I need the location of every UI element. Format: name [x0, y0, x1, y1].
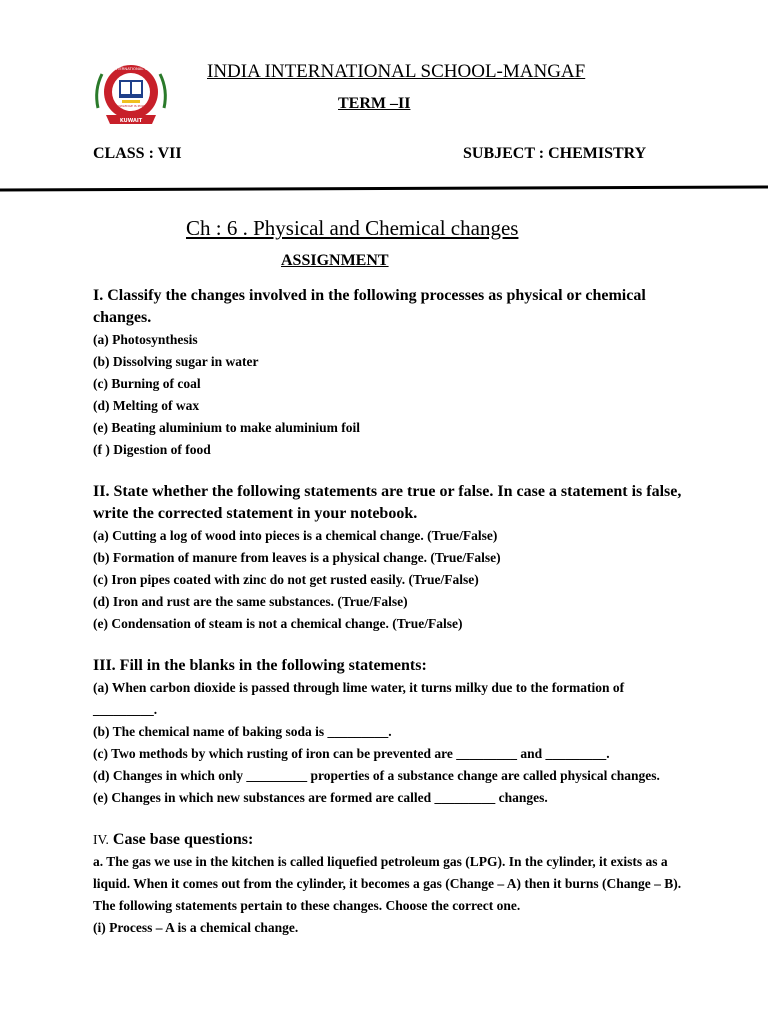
- class-label: CLASS : VII: [93, 145, 182, 162]
- section-heading: III. Fill in the blanks in the following statements:: [93, 657, 427, 674]
- question-item: (b) Dissolving sugar in water: [93, 354, 259, 369]
- question-item: a. The gas we use in the kitchen is called liquefied petroleum gas (LPG). In the cylinder, it exists as a liquid. When it comes out from the cylinder, it becomes a gas (Change – A) then it burns (Change – B). The following statements pertain to these changes. Choose the correct one.: [93, 854, 682, 913]
- school-logo-emblem: [92, 60, 170, 130]
- section-heading: [93, 829, 683, 851]
- logo-motto-text: KNOWLEDGE IS POWER: [113, 104, 149, 108]
- question-item: (e) Condensation of steam is not a chemical change. (True/False): [93, 616, 463, 631]
- subject-label: SUBJECT : CHEMISTRY: [463, 145, 647, 162]
- question-item: (e) Beating aluminium to make aluminium foil: [93, 420, 361, 435]
- section-heading: II. State whether the following statements are true or false. In case a statement is false, write the corrected statement in your notebook.: [93, 483, 682, 522]
- section-classify: [93, 285, 683, 461]
- question-item: (i) Process – A is a chemical change.: [93, 920, 299, 935]
- section-fill-blanks: [93, 655, 683, 809]
- school-name: INDIA INTERNATIONAL SCHOOL-MANGAF: [207, 61, 586, 82]
- section-true-false: [93, 481, 683, 635]
- assignment-title: ASSIGNMENT: [281, 252, 389, 269]
- question-item: (c) Iron pipes coated with zinc do not get rusted easily. (True/False): [93, 572, 479, 587]
- question-item: (d) Melting of wax: [93, 398, 200, 413]
- question-item: (a) Photosynthesis: [93, 332, 198, 347]
- question-item: (c) Two methods by which rusting of iron can be prevented are _________ and _________.: [93, 746, 610, 761]
- question-item: (a) When carbon dioxide is passed through lime water, it turns milky due to the formation of _________.: [93, 680, 625, 717]
- section-number: IV.: [93, 832, 109, 847]
- logo-banner-text: KUWAIT: [119, 118, 143, 124]
- logo-ring-text: INDIA INTERNATIONAL SCHOOL: [101, 66, 161, 71]
- section-heading-text: Case base questions:: [108, 831, 254, 848]
- question-item: (e) Changes in which new substances are formed are called _________ changes.: [93, 790, 548, 805]
- assignment-body: [93, 285, 683, 939]
- question-item: (f ) Digestion of food: [93, 442, 211, 457]
- question-item: (b) The chemical name of baking soda is _________.: [93, 724, 392, 739]
- section-heading: I. Classify the changes involved in the following processes as physical or chemical changes.: [93, 287, 646, 326]
- question-item: (d) Changes in which only _________ properties of a substance change are called physical changes.: [93, 768, 660, 783]
- question-item: (b) Formation of manure from leaves is a physical change. (True/False): [93, 550, 501, 565]
- question-item: (a) Cutting a log of wood into pieces is a chemical change. (True/False): [93, 528, 498, 543]
- header-divider: [0, 183, 768, 195]
- chapter-title: Ch : 6 . Physical and Chemical changes: [186, 216, 519, 240]
- question-item: (d) Iron and rust are the same substances. (True/False): [93, 594, 408, 609]
- section-case-based: [93, 829, 683, 939]
- question-item: (c) Burning of coal: [93, 376, 201, 391]
- term-label: TERM –II: [338, 95, 411, 112]
